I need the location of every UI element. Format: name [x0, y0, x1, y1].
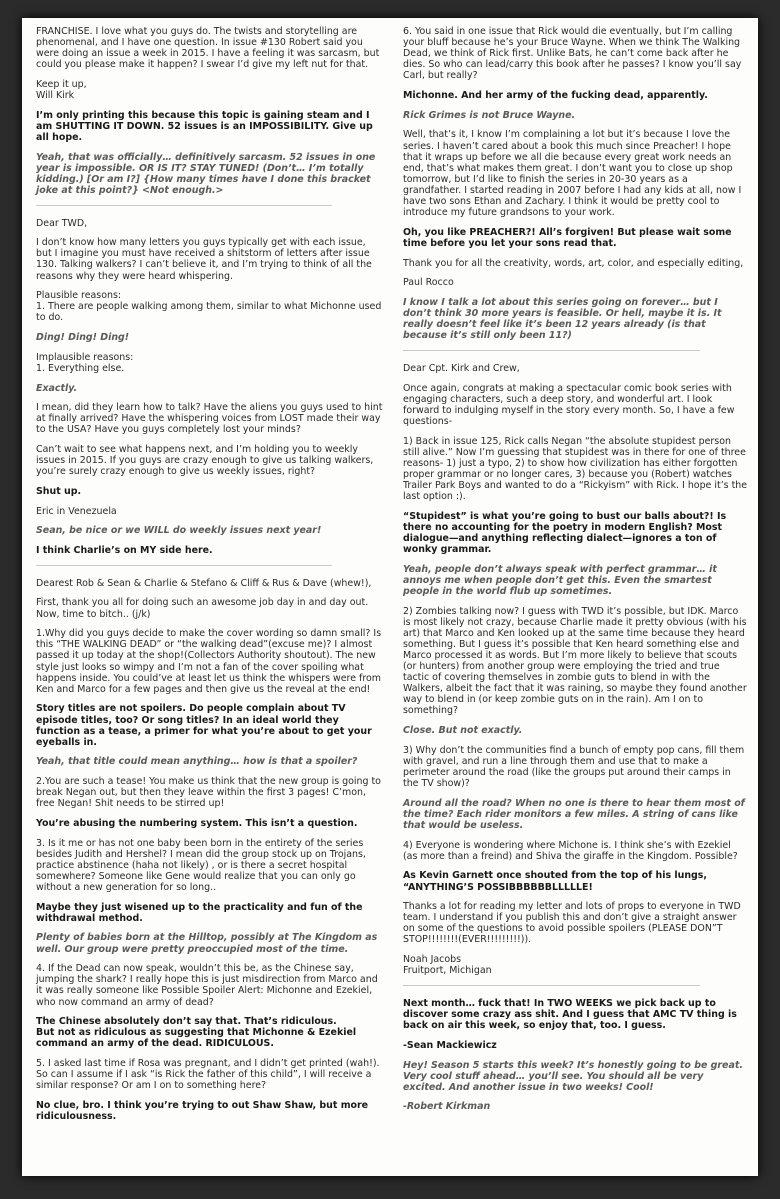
text-line: Yeah, that was officially… definitively sarcasm. 52 issues in one year is impossible. OR IS IT? STAY TUNED! (Don’t… I’m totally kidding.) [Or am I?] {How many times have I done this bracket joke at this point?} <Not enough.>: [36, 151, 376, 196]
editor-reply: [403, 227, 748, 249]
letter-paragraph: [36, 444, 384, 477]
text-line: The Chinese absolutely don’t say that. That’s ridiculous.: [36, 1016, 337, 1028]
letter-paragraph: [36, 776, 384, 809]
letter-paragraph: [403, 606, 748, 717]
editor-reply: [36, 703, 384, 747]
text-line: 3. Is it me or has not one baby been born in the entirety of the series besides Judith and Hershel? I mean did the group stock up on Trojans, practice abstinence (haha not likely) , or is there a secret hospital somewhere? Someone like Gene would realize that you can only go without a new generation for so long..: [36, 837, 366, 893]
text-line: Sean, be nice or we WILL do weekly issues next year!: [36, 525, 322, 537]
text-line: Will Kirk: [36, 90, 75, 102]
divider: [403, 350, 700, 351]
editor-reply-italic: [36, 383, 384, 394]
text-line: Once again, congrats at making a spectacular comic book series with engaging characters, such a deep story, and wonderful art. I look forward to indulging myself in the story every month. So, I have a few questions-: [403, 382, 735, 427]
text-line: Thanks a lot for reading my letter and lots of props to everyone in TWD team. I understand if you publish this and don’t give a straight answer on some of the questions to avoid possible spoilers (PLEASE DON”T STOP!!!!!!!!(EVER!!!!!!!!!)).: [403, 901, 741, 946]
text-line: Paul Rocco: [403, 277, 454, 289]
text-line: Rick Grimes is not Bruce Wayne.: [403, 109, 576, 121]
text-line: First, thank you all for doing such an awesome job day in and day out. Now, time to bitch.. (j/k): [36, 597, 369, 620]
text-line: Fruitport, Michigan: [403, 965, 492, 977]
text-line: Implausible reasons:: [36, 351, 134, 363]
text-line: Dearest Rob & Sean & Charlie & Stefano & Cliff & Rus & Dave (whew!),: [36, 577, 372, 589]
editor-reply: [403, 511, 748, 555]
letter-paragraph: [36, 597, 384, 619]
letter-paragraph: [36, 1058, 384, 1091]
letter-paragraph: [36, 26, 384, 70]
text-line: Noah Jacobs: [403, 954, 462, 966]
letter-paragraph: [403, 436, 748, 503]
text-line: Oh, you like PREACHER?! All’s forgiven! But please wait some time before you let your sons read that.: [403, 226, 732, 249]
text-line: 5. I asked last time if Rosa was pregnant, and I didn’t get printed (wah!). So can I assume if I ask “is Rick the father of this child”, I will receive a similar response? Or am I on to something here?: [36, 1058, 380, 1092]
text-line: 4) Everyone is wondering where Michone is. I think she’s with Ezekiel (as more than a freind) and Shiva the giraffe in the Kingdom. Possible?: [403, 839, 738, 862]
editor-reply: [403, 870, 748, 892]
letter-paragraph: [36, 352, 384, 374]
letter-paragraph: [36, 838, 384, 893]
text-line: 6. You said in one issue that Rick would die eventually, but I’m calling your bluff because he’s your Bruce Wayne. When we think The Walking Dead, we think of Rick first. Unlike Bats, he can’t come back after he dies. So who can lead/carry this book after he passes? I know you’ll say Carl, but really?: [403, 26, 742, 82]
text-line: Keep it up,: [36, 78, 87, 90]
editor-reply: [36, 545, 384, 556]
letter-paragraph: [403, 129, 748, 218]
text-line: I think Charlie’s on MY side here.: [36, 545, 213, 557]
divider: [36, 565, 332, 566]
text-line: But not as ridiculous as suggesting that Michonne & Ezekiel command an army of the dead. RIDICULOUS.: [36, 1027, 357, 1050]
letter-paragraph: [36, 79, 384, 101]
editor-reply-italic: [36, 332, 384, 343]
text-line: No clue, bro. I think you’re trying to out Shaw Shaw, but more ridiculousness.: [36, 1099, 369, 1123]
text-line: 1. There are people walking among them, similar to what Michonne used to do.: [36, 301, 382, 324]
editor-reply: [36, 486, 384, 497]
letter-paragraph: [36, 290, 384, 323]
letter-paragraph: [403, 277, 748, 288]
text-line: 2.You are such a tease! You make us think that the new group is going to break Negan out, but then they leave within the first 3 pages! C’mon, free Negan! Shit needs to be stirred up!: [36, 776, 381, 810]
editor-reply: [36, 1016, 384, 1049]
text-line: I know I talk a lot about this series going on forever… but I don’t think 30 more years is feasible. Or hell, maybe it is. It really doesn’t feel like it’s been 12 years already (is that because it’s still only been 11?): [403, 296, 722, 342]
text-line: -Sean Mackiewicz: [403, 1039, 497, 1051]
left-column: [36, 26, 384, 1131]
editor-reply-italic: [36, 756, 384, 767]
editor-reply-italic: [36, 525, 384, 536]
editor-reply: [36, 110, 384, 143]
text-line: Exactly.: [36, 382, 78, 394]
editor-reply-italic: [403, 725, 748, 736]
editor-reply: [403, 998, 748, 1031]
letter-paragraph: [36, 628, 384, 695]
text-line: 4. If the Dead can now speak, wouldn’t this be, as the Chinese say, jumping the shark? I really hope this is just misdirection from Marco and it was really someone like Possible Spoiler Alert: Michonne and Ezekiel, who now command an army of dead?: [36, 963, 378, 1008]
right-column: [403, 26, 748, 1121]
letter-paragraph: [403, 383, 748, 427]
text-line: Around all the road? When no one is there to hear them most of the time? Each rider monitors a few miles. A string of cans like that would be useless.: [403, 797, 745, 831]
editor-reply-italic: [36, 152, 384, 196]
text-line: FRANCHISE. I love what you guys do. The twists and storytelling are phenomenal, and I have one question. In issue #130 Robert said you were doing an issue a week in 2015. I have a feeling it was sarcasm, but could you please make it happen? I swear I’d give my left nut for that.: [36, 26, 380, 71]
divider: [403, 985, 700, 986]
text-line: Eric in Venezuela: [36, 505, 117, 517]
letter-paragraph: [36, 218, 384, 229]
letters-page: [22, 18, 758, 1176]
letter-paragraph: [403, 26, 748, 81]
text-line: Plenty of babies born at the Hilltop, possibly at The Kingdom as well. Our group were pretty preoccupied most of the time.: [36, 932, 378, 955]
letter-paragraph: [403, 954, 748, 976]
text-line: Well, that’s it, I know I’m complaining a lot but it’s because I love the series. I haven’t cared about a book this much since Preacher! I hope that it wraps up before we all die because every great work needs an end, that’s what makes them great. I don’t want you to close up shop tomorrow, but I’d like to finish the series in 20-30 years as a grandfather. I started reading in 2007 before I had any kids at all, now I have two sons Ethan and Zachary. I think it would be pretty cool to introduce my future grandsons to your work.: [403, 129, 742, 219]
text-line: Michonne. And her army of the fucking dead, apparently.: [403, 90, 708, 102]
letter-paragraph: [36, 578, 384, 589]
editor-reply-italic: [403, 798, 748, 831]
text-line: Ding! Ding! Ding!: [36, 332, 130, 344]
text-line: 1.Why did you guys decide to make the cover wording so damn small? Is this “THE WALKING DEAD” or “the walking dead”(excuse me)? I almost passed it up today at the shop!(Collectors Authority shoutout). The new style just looks so wimpy and I’m not a fan of the cover spoiling what happens inside. You could’ve at least let us think the whispers were from Ken and Marco for a few pages and then give us the reveal at the end!: [36, 628, 382, 695]
text-line: Next month… fuck that! In TWO WEEKS we pick back up to discover some crazy ass shit. And I guess that AMC TV thing is back on air this week, so enjoy that, too. I guess.: [403, 997, 737, 1032]
text-line: Can’t wait to see what happens next, and I’m holding you to weekly issues in 2015. If you guys are crazy enough to give us talking walkers, you’re surely crazy enough to give us weekly issues, right?: [36, 444, 374, 478]
text-line: Close. But not exactly.: [403, 725, 523, 737]
letter-paragraph: [36, 963, 384, 1007]
text-line: Shut up.: [36, 486, 82, 498]
letter-paragraph: [403, 258, 748, 269]
editor-reply-italic: [403, 110, 748, 121]
letter-paragraph: [36, 506, 384, 517]
divider: [36, 205, 332, 206]
text-line: Dear TWD,: [36, 217, 88, 229]
text-line: 2) Zombies talking now? I guess with TWD it’s possible, but IDK. Marco is most likely not crazy, because Charlie made it pretty obvious (with his art) that Marco and Ken looked up at the same time because they heard something. But I guess it’s possible that Ken heard something else and Marco processed it as words. But I’m more likely to believe that scouts (or hunters) from another group were employing the tried and true tactic of covering themselves in zombie guts to blend in with the Walkers, albeit the fact that it was raining, so maybe they found another way to blend in (or keep zombie guts on in the rain). Am I on to something?: [403, 605, 747, 717]
text-line: I mean, did they learn how to talk? Have the aliens you guys used to hint at finally arrived? Have the whispering voices from LOST made their way to the USA? Have you guys completely lost your minds?: [36, 402, 383, 436]
editor-reply: [403, 90, 748, 101]
text-line: Maybe they just wisened up to the practicality and fun of the withdrawal method.: [36, 901, 363, 924]
text-line: I don’t know how many letters you guys typically get with each issue, but I imagine you must have received a shitstorm of letters after issue 130. Talking walkers? I can’t believe it, and I’m trying to think of all the reasons why they were heard whispering.: [36, 237, 372, 282]
editor-reply-italic: [403, 297, 748, 341]
text-line: Hey! Season 5 starts this week? It’s honestly going to be great. Very cool stuff ahead… you’ll see. You should all be very excited. And another issue in two weeks! Cool!: [403, 1059, 743, 1093]
text-line: Thank you for all the creativity, words, art, color, and especially editing,: [403, 257, 744, 269]
letter-paragraph: [36, 237, 384, 281]
text-line: 3) Why don’t the communities find a bunch of empty pop cans, fill them with gravel, and run a line through them and use that to make a perimeter around the road (like the groups put around their camps in the TV show)?: [403, 744, 745, 790]
editor-reply-italic: [403, 1101, 748, 1112]
text-line: Yeah, that title could mean anything… how is that a spoiler?: [36, 756, 358, 768]
editor-reply-italic: [403, 564, 748, 597]
letter-paragraph: [403, 363, 748, 374]
letter-paragraph: [36, 402, 384, 435]
text-line: 1) Back in issue 125, Rick calls Negan “the absolute stupidest person still alive.” Now I’m guessing that stupidest was in there for one of three reasons- 1) just a typo, 2) to show how civilization has either forgotten proper grammar or no longer cares, 3) because you (Robert) watches Trailer Park Boys and wanted to do a “Rickyism” with Rick. I hope it’s the last option :).: [403, 435, 748, 503]
text-line: Dear Cpt. Kirk and Crew,: [403, 362, 520, 374]
text-line: “Stupidest” is what you’re going to bust our balls about?! Is there no accounting for the poetry in modern English? Most dialogue—and anything reflecting dialect—ignores a ton of wonky grammar.: [403, 510, 727, 555]
letter-paragraph: [403, 840, 748, 862]
text-line: Plausible reasons:: [36, 290, 122, 302]
letter-paragraph: [403, 745, 748, 789]
text-line: 1. Everything else.: [36, 362, 125, 374]
editor-reply: [36, 902, 384, 924]
text-line: As Kevin Garnett once shouted from the top of his lungs, “ANYTHING’S POSSIBBBBBBLLLLLE!: [403, 870, 707, 893]
editor-reply-italic: [36, 932, 384, 954]
text-line: Story titles are not spoilers. Do people complain about TV episode titles, too? Or song titles? In an ideal world they function as a tease, a primer for what you’re about to get your eyeballs in.: [36, 703, 372, 748]
editor-reply: [403, 1040, 748, 1051]
text-line: -Robert Kirkman: [403, 1101, 491, 1113]
text-line: Yeah, people don’t always speak with perfect grammar… it annoys me when people don’t get this. Even the smartest people in the world flub up sometimes.: [403, 563, 717, 597]
editor-reply: [36, 818, 384, 829]
editor-reply-italic: [403, 1060, 748, 1093]
text-line: I’m only printing this because this topic is gaining steam and I am SHUTTING IT DOWN. 52 issues is an IMPOSSIBILITY. Give up all hope.: [36, 109, 373, 143]
letter-paragraph: [403, 901, 748, 945]
editor-reply: [36, 1100, 384, 1122]
text-line: You’re abusing the numbering system. This isn’t a question.: [36, 817, 358, 829]
